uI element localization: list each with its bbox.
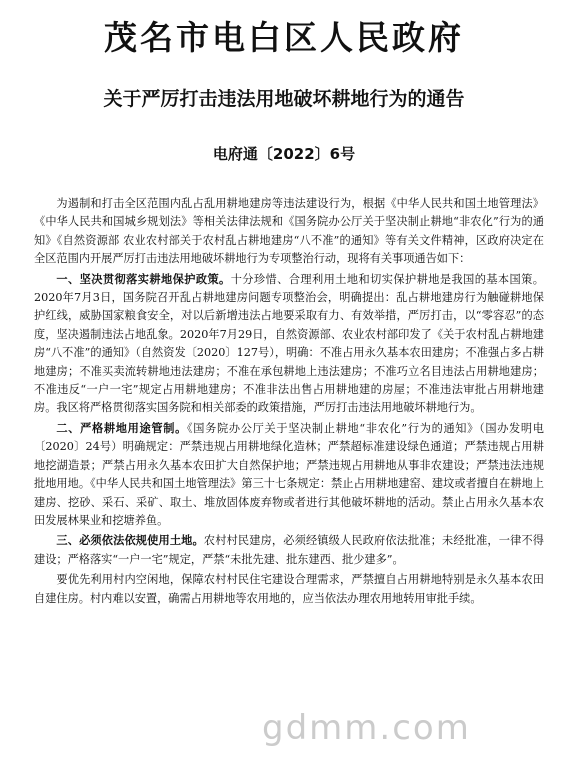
document-body [34, 195, 544, 610]
section-2-paragraph [34, 420, 544, 530]
section-2-heading: 二、严格耕地用途管制。 [56, 421, 187, 435]
section-3-heading: 三、必须依法依规使用土地。 [56, 534, 204, 548]
document-number: 电府通〔2022〕6号 [212, 145, 356, 163]
document-title: 茂名市电白区人民政府 [104, 18, 464, 57]
closing-paragraph: 要优先利用村内空闲地，保障农村村民住宅建设合理需求，严禁擅自占用耕地特别是永久基本农田自建住房。村内难以安置，确需占用耕地等农用地的，应当依法办理农用地转用审批手续。 [34, 573, 544, 605]
section-1-heading: 一、坚决贯彻落实耕地保护政策。 [56, 272, 231, 286]
section-1-body: 十分珍惜、合理利用土地和切实保护耕地是我国的基本国策。2020年7月3日，国务院召开乱占耕地建房问题专项整治会，明确提出：乱占耕地建房行为触碰耕地保护红线，威胁国家粮食安全，对以后新增违法占地要采取有力、有效举措，严厉打击，以“零容忍”的态度，坚决遏制违法占地乱象。2020年7月29日，自然资源部、农业农村部印发了《关于农村乱占耕地建房“八不准”的通知》（自然资发〔2020〕127号），明确：不准占用永久基本农田建房；不准强占多占耕地建房；不准买卖流转耕地违法建房；不准在承包耕地上违法建房；不准巧立名目违法占用耕地建房；不准违反“一户一宅”规定占用耕地建房；不准非法出售占用耕地建的房屋；不准违法审批占用耕地建房。我区将严格贯彻落实国务院和相关部委的政策措施，严厉打击违法用地破坏耕地行为。 [34, 272, 544, 415]
watermark: gdmm.com [262, 708, 471, 748]
section-3-paragraph [34, 532, 544, 569]
section-2-body: 《国务院办公厅关于坚决制止耕地“非农化”行为的通知》（国办发明电〔2020〕24号）明确规定：严禁违规占用耕地绿化造林；严禁超标准建设绿色通道；严禁违规占用耕地挖湖造景；严禁占用永久基本农田扩大自然保护地；严禁违规占用耕地从事非农建设；严禁违法违规批地用地。《中华人民共和国土地管理法》第三十七条规定：禁止占用耕地建窑、建坟或者擅自在耕地上建房、挖砂、采石、采矿、取土、堆放固体废弃物或者进行其他破坏耕地的活动。禁止占用永久基本农田发展林果业和挖塘养鱼。 [34, 421, 544, 527]
intro-paragraph: 为遏制和打击全区范围内乱占乱用耕地建房等违法建设行为，根据《中华人民共和国土地管理法》《中华人民共和国城乡规划法》等相关法律法规和《国务院办公厅关于坚决制止耕地“非农化”行为的通知》《自然资源部 农业农村部关于农村乱占耕地建房“八不准”的通知》等有关文件精神，区政府决定在全区范围内开展严厉打击违法用地破坏耕地行为专项整治行动，现将有关事项通告如下： [34, 197, 544, 266]
document-subtitle: 关于严厉打击违法用地破坏耕地行为的通告 [103, 88, 465, 110]
section-1-paragraph [34, 271, 544, 418]
section-3-body: 农村村民建房，必须经镇级人民政府依法批准；未经批准，一律不得建设；严格落实“一户一宅”规定，严禁“未批先建、批东建西、批少建多”。 [34, 534, 544, 566]
